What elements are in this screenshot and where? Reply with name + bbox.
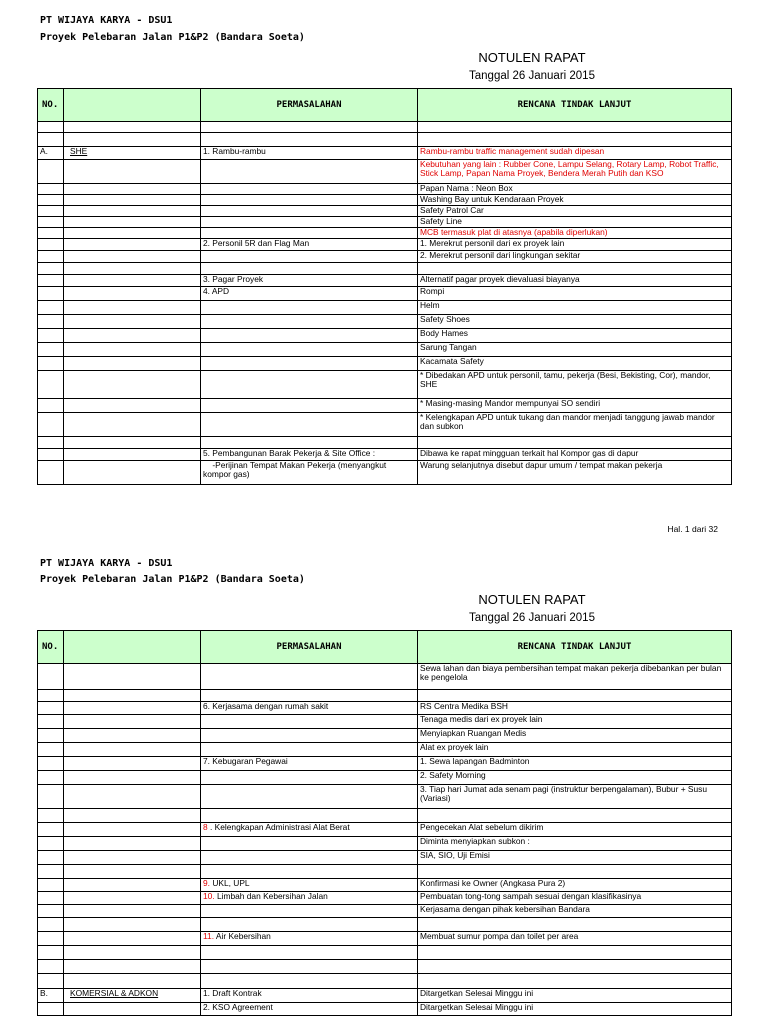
table-row xyxy=(38,1003,732,1016)
plan-cell: 3. Tiap hari Jumat ada senam pagi (instruktur berpengalaman), Bubur + Susu (Variasi) xyxy=(418,785,732,809)
table-row xyxy=(38,757,732,771)
table-row xyxy=(38,228,732,239)
plan-cell: 1. Merekrut personil dari ex proyek lain xyxy=(418,239,732,251)
table-row xyxy=(38,239,732,251)
section-name xyxy=(64,702,201,715)
plan-cell: Ditargetkan Selesai Minggu ini xyxy=(418,989,732,1003)
table-row xyxy=(38,690,732,702)
problem-cell xyxy=(201,251,418,263)
plan-cell: Diminta menyiapkan subkon : xyxy=(418,837,732,851)
problem-cell: 6. Kerjasama dengan rumah sakit xyxy=(201,702,418,715)
table-row xyxy=(38,275,732,287)
row-number xyxy=(38,263,64,275)
row-number xyxy=(38,122,64,133)
table-row xyxy=(38,195,732,206)
problem-cell xyxy=(201,823,418,837)
problem-cell xyxy=(201,771,418,785)
plan-cell: Membuat sumur pompa dan toilet per area xyxy=(418,932,732,946)
section-name xyxy=(64,823,201,837)
section-name xyxy=(64,809,201,823)
problem-cell xyxy=(201,343,418,357)
section-name xyxy=(64,905,201,918)
table-row xyxy=(38,206,732,217)
row-number xyxy=(38,946,64,960)
header-blank xyxy=(64,89,201,122)
row-number xyxy=(38,702,64,715)
plan-cell: Sarung Tangan xyxy=(418,343,732,357)
table-row xyxy=(38,715,732,729)
problem-number: 11. xyxy=(203,931,215,941)
plan-cell: Kebutuhan yang lain : Rubber Cone, Lampu Selang, Rotary Lamp, Robot Traffic, Stick Lamp, Papan Nama Proyek, Bendera Merah Putih dan KSO xyxy=(418,160,732,184)
problem-cell xyxy=(201,133,418,147)
row-number: A. xyxy=(38,147,64,160)
row-number xyxy=(38,823,64,837)
row-number xyxy=(38,228,64,239)
header-no: NO. xyxy=(38,631,64,664)
table-row xyxy=(38,315,732,329)
problem-text: UKL, UPL xyxy=(210,878,250,888)
table-row xyxy=(38,263,732,275)
problem-cell xyxy=(201,715,418,729)
plan-cell: Warung selanjutnya disebut dapur umum / tempat makan pekerja xyxy=(418,461,732,485)
plan-cell xyxy=(418,865,732,879)
project-name: Proyek Pelebaran Jalan P1&P2 (Bandara Soeta) xyxy=(40,574,305,585)
section-name xyxy=(64,371,201,399)
plan-cell xyxy=(418,918,732,932)
doc-date: Tanggal 26 Januari 2015 xyxy=(469,70,595,82)
row-number xyxy=(38,399,64,413)
section-name xyxy=(64,228,201,239)
row-number xyxy=(38,757,64,771)
section-name xyxy=(64,251,201,263)
row-number xyxy=(38,437,64,449)
section-name xyxy=(64,287,201,301)
row-number xyxy=(38,851,64,865)
row-number xyxy=(38,329,64,343)
section-name xyxy=(64,946,201,960)
problem-text: Air Kebersihan xyxy=(214,931,271,941)
header-plan: RENCANA TINDAK LANJUT xyxy=(418,631,732,664)
row-number: B. xyxy=(38,989,64,1003)
section-name xyxy=(64,239,201,251)
section-name xyxy=(64,399,201,413)
header-problem: PERMASALAHAN xyxy=(201,631,418,664)
row-number xyxy=(38,301,64,315)
problem-cell: 7. Kebugaran Pegawai xyxy=(201,757,418,771)
row-number xyxy=(38,771,64,785)
problem-cell xyxy=(201,974,418,989)
row-number xyxy=(38,960,64,974)
plan-cell xyxy=(418,690,732,702)
table-row xyxy=(38,287,732,301)
problem-number: 10. xyxy=(203,891,215,901)
section-name xyxy=(64,974,201,989)
plan-cell xyxy=(418,133,732,147)
table-row xyxy=(38,851,732,865)
row-number xyxy=(38,357,64,371)
section-name xyxy=(64,461,201,485)
table-row xyxy=(38,461,732,485)
section-name xyxy=(64,932,201,946)
plan-cell: Kacamata Safety xyxy=(418,357,732,371)
problem-cell xyxy=(201,301,418,315)
row-number xyxy=(38,918,64,932)
problem-cell xyxy=(201,664,418,690)
header-blank xyxy=(64,631,201,664)
plan-cell: Papan Nama : Neon Box xyxy=(418,184,732,195)
plan-cell xyxy=(418,974,732,989)
row-number xyxy=(38,690,64,702)
plan-cell: Rambu-rambu traffic management sudah dipesan xyxy=(418,147,732,160)
problem-cell: -Perijinan Tempat Makan Pekerja (menyangkut kompor gas) xyxy=(201,461,418,485)
table-row xyxy=(38,974,732,989)
section-name xyxy=(64,206,201,217)
problem-cell xyxy=(201,357,418,371)
table-row xyxy=(38,918,732,932)
plan-cell: * Kelengkapan APD untuk tukang dan mandor menjadi tanggung jawab mandor dan subkon xyxy=(418,413,732,437)
table-row xyxy=(38,809,732,823)
plan-cell: Washing Bay untuk Kendaraan Proyek xyxy=(418,195,732,206)
problem-cell xyxy=(201,228,418,239)
plan-cell: RS Centra Medika BSH xyxy=(418,702,732,715)
row-number xyxy=(38,449,64,461)
plan-cell: Safety Line xyxy=(418,217,732,228)
plan-cell xyxy=(418,437,732,449)
table-row xyxy=(38,946,732,960)
table-row xyxy=(38,133,732,147)
table-row xyxy=(38,301,732,315)
problem-cell xyxy=(201,195,418,206)
problem-cell xyxy=(201,122,418,133)
problem-number: 9. xyxy=(203,878,210,888)
minutes-table xyxy=(37,630,732,1016)
problem-cell xyxy=(201,785,418,809)
plan-cell: Tenaga medis dari ex proyek lain xyxy=(418,715,732,729)
plan-cell: Alat ex proyek lain xyxy=(418,743,732,757)
plan-cell xyxy=(418,946,732,960)
section-name xyxy=(64,133,201,147)
plan-cell xyxy=(418,809,732,823)
table-row xyxy=(38,343,732,357)
section-name xyxy=(64,217,201,228)
row-number xyxy=(38,133,64,147)
problem-cell xyxy=(201,865,418,879)
section-name xyxy=(64,343,201,357)
section-name xyxy=(64,918,201,932)
project-name: Proyek Pelebaran Jalan P1&P2 (Bandara Soeta) xyxy=(40,32,305,43)
plan-cell: Helm xyxy=(418,301,732,315)
plan-cell xyxy=(418,263,732,275)
table-row xyxy=(38,865,732,879)
problem-cell: 2. Personil 5R dan Flag Man xyxy=(201,239,418,251)
row-number xyxy=(38,239,64,251)
plan-cell: Sewa lahan dan biaya pembersihan tempat makan pekerja dibebankan per bulan ke pengelola xyxy=(418,664,732,690)
section-name xyxy=(64,837,201,851)
company-name: PT WIJAYA KARYA - DSU1 xyxy=(40,558,173,569)
section-name xyxy=(64,449,201,461)
problem-cell: 2. KSO Agreement xyxy=(201,1003,418,1016)
row-number xyxy=(38,206,64,217)
table-row xyxy=(38,932,732,946)
plan-cell: Menyiapkan Ruangan Medis xyxy=(418,729,732,743)
table-row xyxy=(38,905,732,918)
problem-cell xyxy=(201,809,418,823)
table-row xyxy=(38,785,732,809)
plan-cell: 2. Safety Morning xyxy=(418,771,732,785)
problem-cell xyxy=(201,905,418,918)
section-name xyxy=(64,301,201,315)
header-plan: RENCANA TINDAK LANJUT xyxy=(418,89,732,122)
section-name xyxy=(64,785,201,809)
plan-cell: Safety Shoes xyxy=(418,315,732,329)
table-row xyxy=(38,147,732,160)
doc-title: NOTULEN RAPAT xyxy=(478,592,586,607)
plan-cell: Pengecekan Alat sebelum dikirim xyxy=(418,823,732,837)
row-number xyxy=(38,837,64,851)
table-row xyxy=(38,960,732,974)
plan-cell: 1. Sewa lapangan Badminton xyxy=(418,757,732,771)
table-row xyxy=(38,823,732,837)
plan-cell: Ditargetkan Selesai Minggu ini xyxy=(418,1003,732,1016)
table-row xyxy=(38,771,732,785)
row-number xyxy=(38,785,64,809)
row-number xyxy=(38,461,64,485)
row-number xyxy=(38,743,64,757)
doc-title: NOTULEN RAPAT xyxy=(478,50,586,65)
problem-cell xyxy=(201,263,418,275)
section-name xyxy=(64,865,201,879)
section-name xyxy=(64,275,201,287)
table-row xyxy=(38,329,732,343)
plan-cell: MCB termasuk plat di atasnya (apabila diperlukan) xyxy=(418,228,732,239)
row-number xyxy=(38,371,64,399)
section-name xyxy=(64,1003,201,1016)
header-problem: PERMASALAHAN xyxy=(201,89,418,122)
problem-cell xyxy=(201,837,418,851)
problem-cell xyxy=(201,743,418,757)
section-name xyxy=(64,357,201,371)
row-number xyxy=(38,343,64,357)
row-number xyxy=(38,275,64,287)
row-number xyxy=(38,195,64,206)
table-row xyxy=(38,837,732,851)
row-number xyxy=(38,413,64,437)
table-row xyxy=(38,122,732,133)
table-row xyxy=(38,217,732,228)
plan-cell: Alternatif pagar proyek dievaluasi biayanya xyxy=(418,275,732,287)
row-number xyxy=(38,892,64,905)
section-name xyxy=(64,715,201,729)
table-row xyxy=(38,184,732,195)
row-number xyxy=(38,974,64,989)
table-row xyxy=(38,664,732,690)
plan-cell: 2. Merekrut personil dari lingkungan sekitar xyxy=(418,251,732,263)
section-name xyxy=(64,437,201,449)
problem-cell xyxy=(201,960,418,974)
problem-cell xyxy=(201,315,418,329)
section-name xyxy=(64,195,201,206)
row-number xyxy=(38,217,64,228)
problem-cell xyxy=(201,690,418,702)
plan-cell xyxy=(418,960,732,974)
section-name xyxy=(64,879,201,892)
row-number xyxy=(38,905,64,918)
row-number xyxy=(38,1003,64,1016)
row-number xyxy=(38,809,64,823)
problem-cell xyxy=(201,413,418,437)
problem-cell xyxy=(201,184,418,195)
row-number xyxy=(38,729,64,743)
plan-cell: * Dibedakan APD untuk personil, tamu, pekerja (Besi, Bekisting, Cor), mandor, SHE xyxy=(418,371,732,399)
table-row xyxy=(38,399,732,413)
table-row xyxy=(38,160,732,184)
table-row xyxy=(38,702,732,715)
row-number xyxy=(38,184,64,195)
plan-cell: Rompi xyxy=(418,287,732,301)
problem-cell xyxy=(201,160,418,184)
problem-cell xyxy=(201,399,418,413)
plan-cell: Dibawa ke rapat mingguan terkait hal Kompor gas di dapur xyxy=(418,449,732,461)
row-number xyxy=(38,715,64,729)
section-name: KOMERSIAL & ADKON xyxy=(64,989,201,1003)
problem-cell xyxy=(201,918,418,932)
problem-cell xyxy=(201,437,418,449)
problem-cell xyxy=(201,892,418,905)
problem-cell xyxy=(201,946,418,960)
problem-cell xyxy=(201,206,418,217)
table-row xyxy=(38,989,732,1003)
table-row xyxy=(38,357,732,371)
plan-cell: * Masing-masing Mandor mempunyai SO sendiri xyxy=(418,399,732,413)
row-number xyxy=(38,160,64,184)
row-number xyxy=(38,865,64,879)
problem-cell xyxy=(201,729,418,743)
problem-cell: 4. APD xyxy=(201,287,418,301)
problem-cell: 1. Draft Kontrak xyxy=(201,989,418,1003)
page-number: Hal. 1 dari 32 xyxy=(667,524,718,534)
plan-cell: SIA, SIO, Uji Emisi xyxy=(418,851,732,865)
section-name xyxy=(64,729,201,743)
section-name xyxy=(64,184,201,195)
section-name xyxy=(64,851,201,865)
section-name xyxy=(64,892,201,905)
problem-cell xyxy=(201,879,418,892)
section-name xyxy=(64,690,201,702)
plan-cell: Pembuatan tong-tong sampah sesuai dengan klasifikasinya xyxy=(418,892,732,905)
section-name xyxy=(64,160,201,184)
header-no: NO. xyxy=(38,89,64,122)
table-row xyxy=(38,437,732,449)
table-row xyxy=(38,371,732,399)
table-row xyxy=(38,251,732,263)
section-name xyxy=(64,122,201,133)
doc-date: Tanggal 26 Januari 2015 xyxy=(469,612,595,624)
table-row xyxy=(38,892,732,905)
table-row xyxy=(38,413,732,437)
problem-text: Limbah dan Kebersihan Jalan xyxy=(214,891,328,901)
plan-cell: Body Hames xyxy=(418,329,732,343)
plan-cell: Konfirmasi ke Owner (Angkasa Pura 2) xyxy=(418,879,732,892)
section-name xyxy=(64,329,201,343)
section-name xyxy=(64,664,201,690)
plan-cell: Kerjasama dengan pihak kebersihan Bandara xyxy=(418,905,732,918)
plan-cell: Safety Patrol Car xyxy=(418,206,732,217)
section-name xyxy=(64,757,201,771)
row-number xyxy=(38,932,64,946)
section-name xyxy=(64,315,201,329)
problem-number: 8 xyxy=(203,822,208,832)
section-name xyxy=(64,413,201,437)
row-number xyxy=(38,664,64,690)
row-number xyxy=(38,879,64,892)
row-number xyxy=(38,315,64,329)
section-name: SHE xyxy=(64,147,201,160)
plan-cell xyxy=(418,122,732,133)
problem-cell: 3. Pagar Proyek xyxy=(201,275,418,287)
row-number xyxy=(38,287,64,301)
problem-text: . Kelengkapan Administrasi Alat Berat xyxy=(207,822,350,832)
problem-cell: 5. Pembangunan Barak Pekerja & Site Office : xyxy=(201,449,418,461)
table-row xyxy=(38,879,732,892)
problem-cell xyxy=(201,371,418,399)
minutes-table xyxy=(37,88,732,485)
table-row xyxy=(38,743,732,757)
section-name xyxy=(64,771,201,785)
row-number xyxy=(38,251,64,263)
section-name xyxy=(64,960,201,974)
problem-cell xyxy=(201,217,418,228)
problem-cell: 1. Rambu-rambu xyxy=(201,147,418,160)
problem-cell xyxy=(201,932,418,946)
company-name: PT WIJAYA KARYA - DSU1 xyxy=(40,15,173,26)
section-name xyxy=(64,743,201,757)
table-row xyxy=(38,449,732,461)
problem-cell xyxy=(201,329,418,343)
section-name xyxy=(64,263,201,275)
table-row xyxy=(38,729,732,743)
problem-cell xyxy=(201,851,418,865)
